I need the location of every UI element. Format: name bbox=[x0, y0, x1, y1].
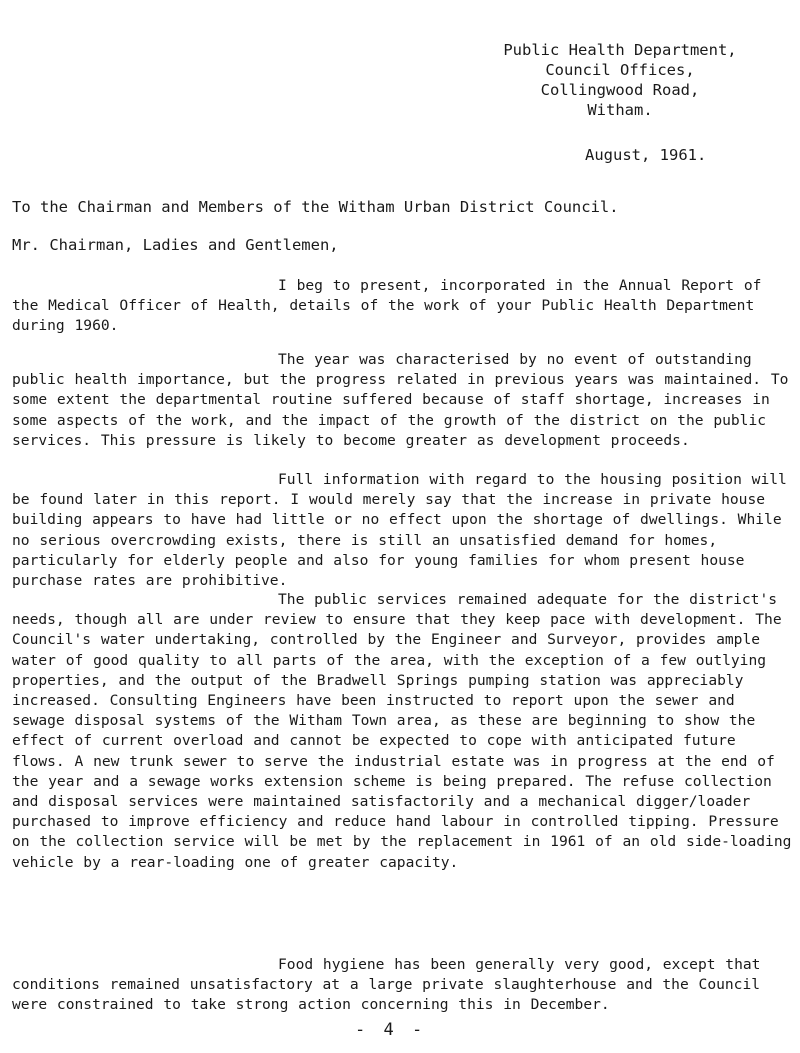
paragraph-text: I beg to present, incorporated in the Annual Report of the Medical Officer of Health, details of the work of your Public Health Department during 1960. bbox=[12, 277, 762, 335]
paragraph-text: The year was characterised by no event of outstanding public health importance, but the progress related in previous years was maintained. To some extent the departmental routine suffered because of staff shortage, increases in some aspects of the work, and the impact of the growth of the district on the public services. This pressure is likely to become greater as development proceeds. bbox=[12, 351, 789, 449]
letter-date: August, 1961. bbox=[585, 146, 707, 164]
paragraph bbox=[12, 276, 792, 337]
address-line: Collingwood Road, bbox=[540, 81, 700, 99]
address-line: Council Offices, bbox=[545, 61, 695, 79]
address-line: Public Health Department, bbox=[503, 41, 737, 59]
paragraph bbox=[12, 350, 792, 451]
address-line: Witham. bbox=[587, 101, 653, 119]
paragraph bbox=[12, 590, 792, 873]
paragraph-text: Food hygiene has been generally very good, except that conditions remained unsatisfactory at a large private slaughterhouse and the Council were constrained to take strong action concerning this in December. bbox=[12, 956, 761, 1014]
page-number: - 4 - bbox=[355, 1020, 427, 1040]
paragraph-text: Full information with regard to the housing position will be found later in this report. I would merely say that the increase in private house building appears to have had little or no effect upon the shortage of dwellings. While no serious overcrowding exists, there is still an unsatisfied demand for homes, particularly for elderly people and also for young families for whom present house purchase rates are prohibitive. bbox=[12, 471, 787, 590]
paragraph bbox=[12, 470, 792, 591]
addressee-line: To the Chairman and Members of the Witham Urban District Council. bbox=[12, 198, 619, 216]
sender-address bbox=[490, 40, 750, 120]
paragraph-text: The public services remained adequate for the district's needs, though all are under review to ensure that they keep pace with development. The Council's water undertaking, controlled by the Engineer and Surveyor, provides ample water of good quality to all parts of the area, with the exception of a few outlying properties, and the output of the Bradwell Springs pumping station was appreciably increased. Consulting Engineers have been instructed to report upon the sewer and sewage disposal systems of the Witham Town area, as these are beginning to show the effect of current overload and cannot be expected to cope with anticipated future flows. A new trunk sewer to serve the industrial estate was in progress at the end of the year and a sewage works extension scheme is being prepared. The refuse collection and disposal services were maintained satisfactorily and a mechanical digger/loader purchased to improve efficiency and reduce hand labour in controlled tipping. Pressure on the collection service will be met by the replacement in 1961 of an old side-loading vehicle by a rear-loading one of greater capacity. bbox=[12, 591, 792, 871]
paragraph bbox=[12, 955, 792, 1016]
salutation: Mr. Chairman, Ladies and Gentlemen, bbox=[12, 236, 339, 254]
